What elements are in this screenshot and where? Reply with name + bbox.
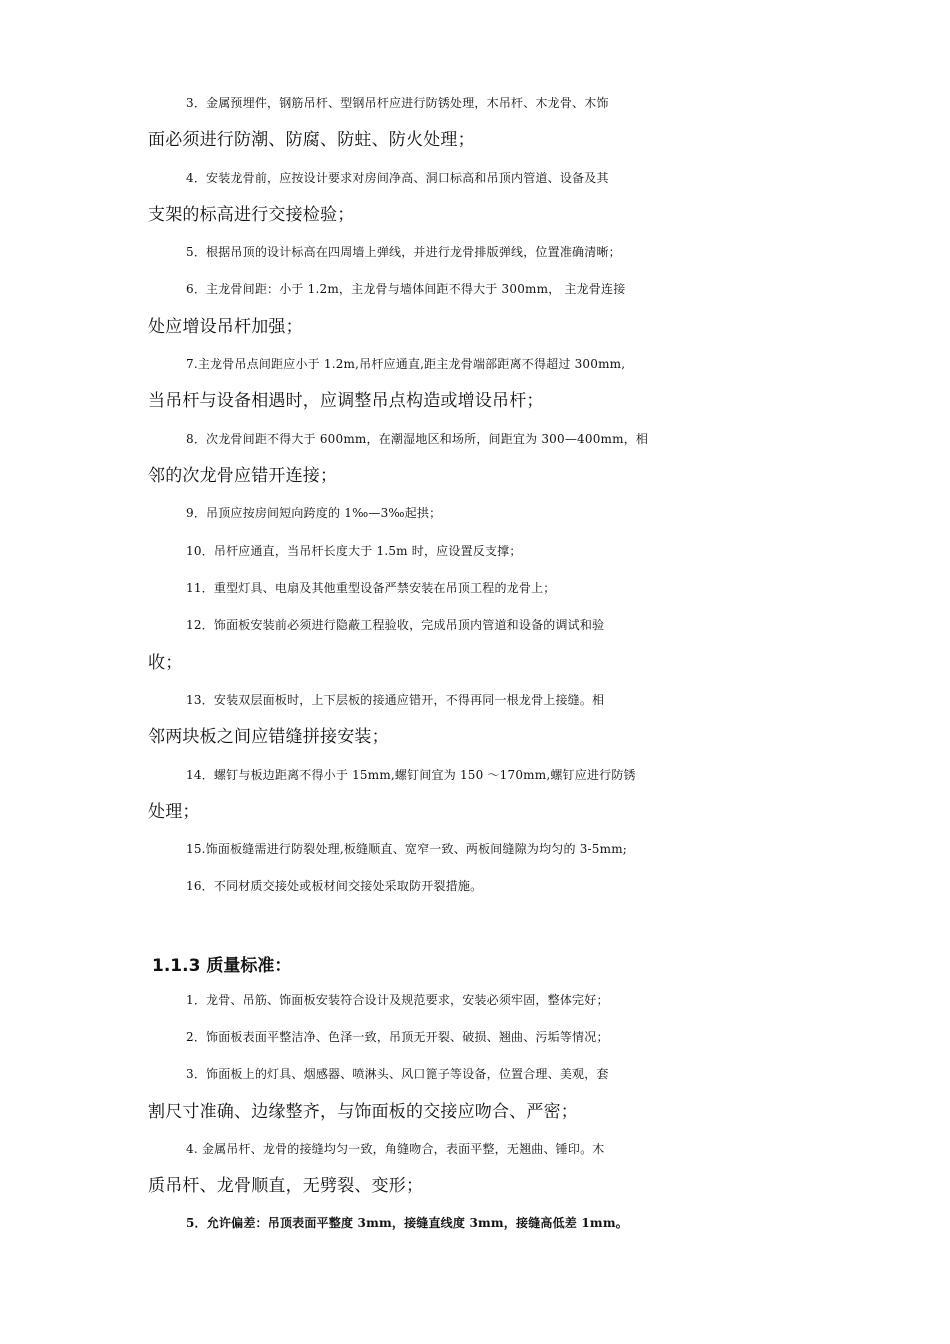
item-8-line-2: 邻的次龙骨应错开连接； [148, 466, 338, 486]
item-15-line-1: 15.饰面板缝需进行防裂处理,板缝顺直、宽窄一致、两板间缝隙为均匀的 3-5mm; [186, 842, 628, 856]
item-6-line-1: 6．主龙骨间距：小于 1.2m，主龙骨与墙体间距不得大于 300mm， 主龙骨连接 [186, 282, 626, 296]
item-14-line-1: 14．螺钉与板边距离不得小于 15mm,螺钉间宜为 150 ～170mm,螺钉应进行防锈 [186, 768, 636, 782]
item-14-line-2: 处理； [148, 802, 200, 822]
item-4-line-2: 支架的标高进行交接检验； [148, 205, 355, 225]
quality-item-4-line-1: 4. 金属吊杆、龙骨的接缝均匀一致，角缝吻合，表面平整，无翘曲、锤印。木 [186, 1142, 605, 1156]
item-10-line-1: 10．吊杆应通直，当吊杆长度大于 1.5m 时，应设置反支撑； [186, 544, 522, 558]
quality-item-3-line-2: 割尺寸准确、边缘整齐，与饰面板的交接应吻合、严密； [148, 1102, 578, 1122]
quality-item-4-line-2: 质吊杆、龙骨顺直，无劈裂、变形； [148, 1176, 424, 1196]
item-13-line-1: 13．安装双层面板时，上下层板的接通应错开，不得再同一根龙骨上接缝。相 [186, 693, 605, 707]
item-7-line-1: 7.主龙骨吊点间距应小于 1.2m,吊杆应通直,距主龙骨端部距离不得超过 300mm, [186, 357, 626, 371]
item-8-line-1: 8．次龙骨间距不得大于 600mm，在潮湿地区和场所，间距宜为 300—400mm，相 [186, 432, 649, 446]
item-9-line-1: 9．吊顶应按房间短向跨度的 1‰—3‰起拱； [186, 506, 442, 520]
item-13-line-2: 邻两块板之间应错缝拼接安装； [148, 727, 389, 747]
item-11-line-1: 11．重型灯具、电扇及其他重型设备严禁安装在吊顶工程的龙骨上； [186, 581, 556, 595]
item-3-line-1: 3．金属预埋件，钢筋吊杆、型钢吊杆应进行防锈处理，木吊杆、木龙骨、木饰 [186, 96, 609, 110]
quality-item-2-line-1: 2．饰面板表面平整洁净、色泽一致，吊顶无开裂、破损、翘曲、污垢等情况； [186, 1030, 609, 1044]
quality-item-1-line-1: 1．龙骨、吊筋、饰面板安装符合设计及规范要求，安装必须牢固，整体完好； [186, 993, 609, 1007]
item-7-line-2: 当吊杆与设备相遇时，应调整吊点构造或增设吊杆； [148, 391, 544, 411]
section-heading: 1.1.3 质量标准： [152, 956, 292, 976]
quality-item-5-line-1: 5．允许偏差：吊顶表面平整度 3mm，接缝直线度 3mm，接缝高低差 1mm。 [186, 1216, 628, 1230]
item-12-line-2: 收； [148, 653, 183, 673]
item-6-line-2: 处应增设吊杆加强； [148, 317, 303, 337]
item-12-line-1: 12．饰面板安装前必须进行隐蔽工程验收，完成吊顶内管道和设备的调试和验 [186, 618, 605, 632]
item-4-line-1: 4．安装龙骨前，应按设计要求对房间净高、洞口标高和吊顶内管道、设备及其 [186, 171, 609, 185]
item-3-line-2: 面必须进行防潮、防腐、防蛀、防火处理； [148, 130, 475, 150]
item-16-line-1: 16．不同材质交接处或板材间交接处采取防开裂措施。 [186, 879, 483, 893]
quality-item-3-line-1: 3．饰面板上的灯具、烟感器、喷淋头、风口篦子等设备，位置合理、美观，套 [186, 1067, 609, 1081]
item-5-line-1: 5．根据吊顶的设计标高在四周墙上弹线，并进行龙骨排版弹线，位置准确清晰； [186, 245, 621, 259]
